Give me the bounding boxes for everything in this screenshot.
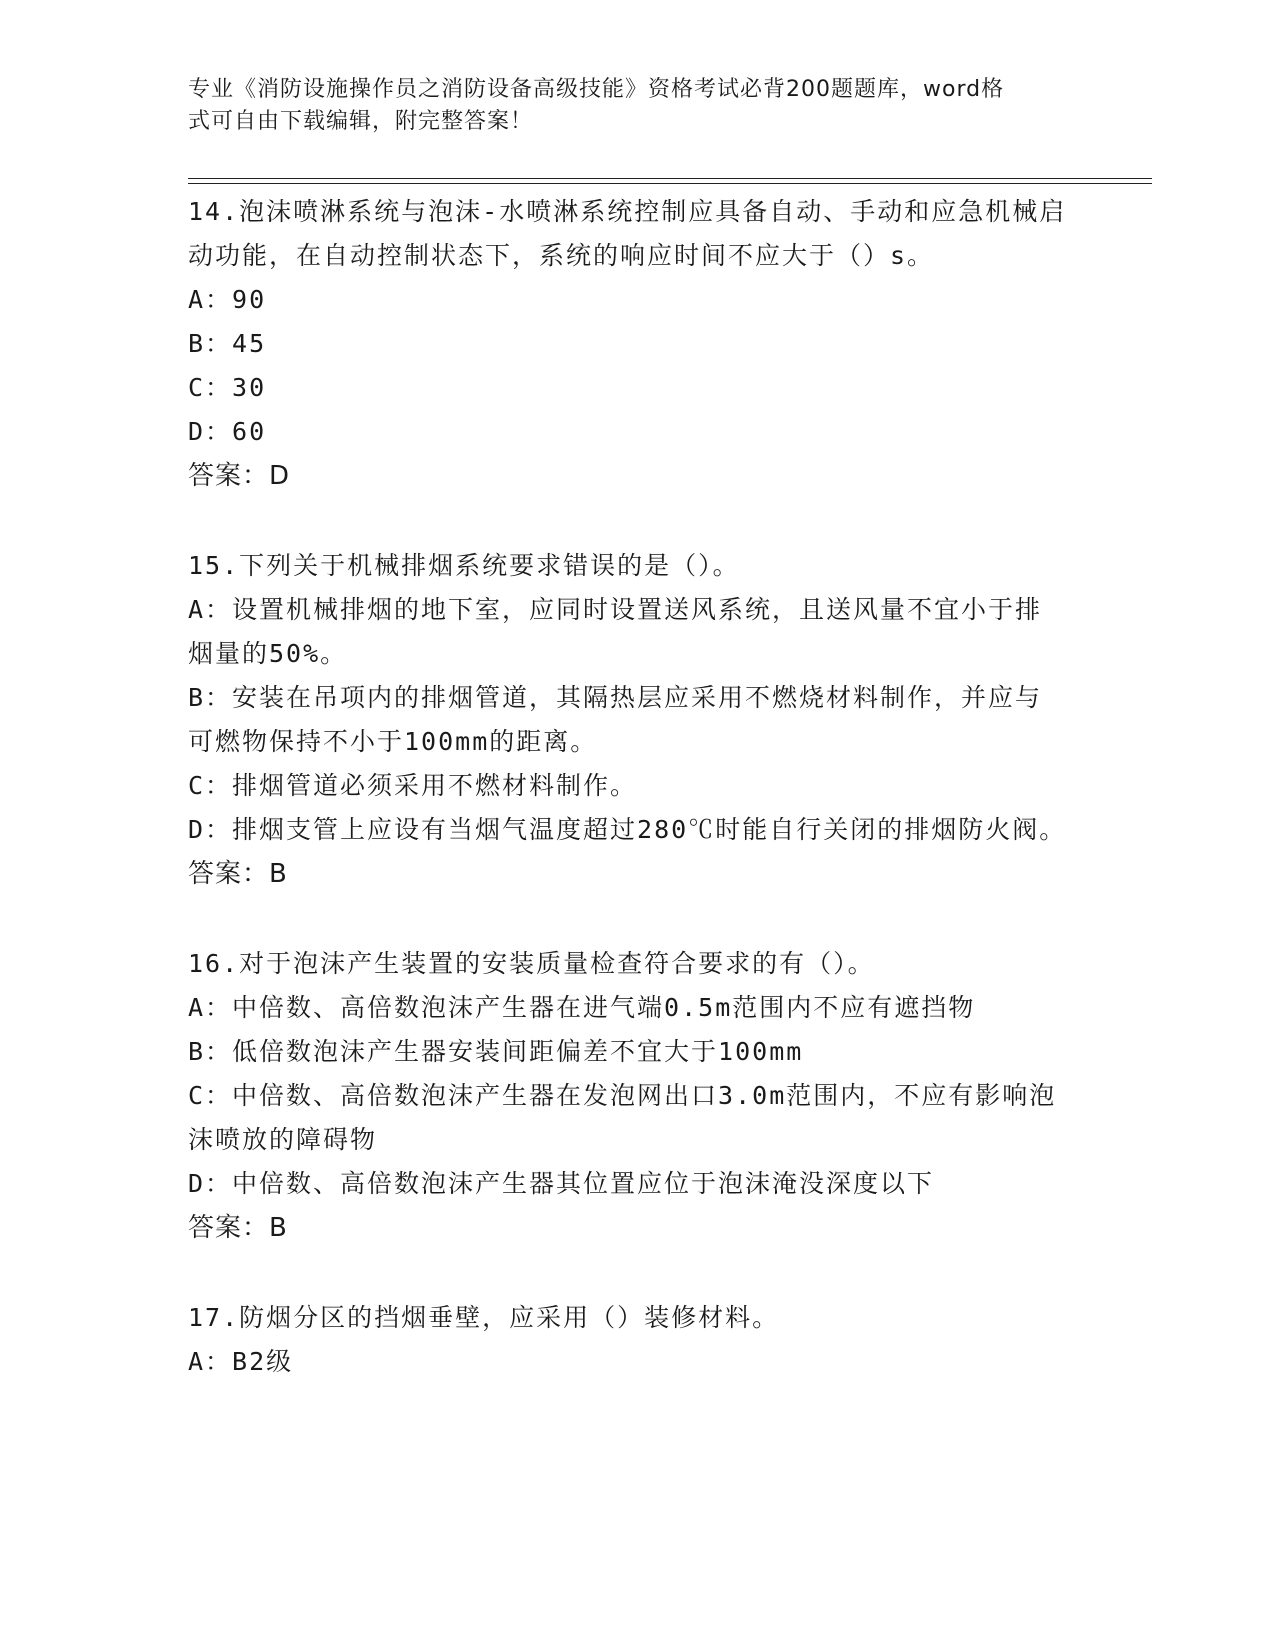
header-divider-top [188, 178, 1152, 179]
option-c: C：30 [188, 373, 267, 402]
option-a: A：中倍数、高倍数泡沫产生器在进气端0.5m范围内不应有遮挡物 [188, 993, 976, 1022]
question-stem: 16.对于泡沫产生装置的安装质量检查符合要求的有（）。 [188, 949, 875, 978]
answer-label: 答案：B [188, 1213, 288, 1243]
question-14 [188, 190, 1068, 498]
question-stem: 14.泡沫喷淋系统与泡沫-水喷淋系统控制应具备自动、手动和应急机械启动功能，在自动控制状态下，系统的响应时间不应大于（）s。 [188, 197, 1067, 270]
answer-label: 答案：D [188, 461, 291, 491]
question-16 [188, 942, 1068, 1250]
option-b: B：45 [188, 329, 267, 358]
question-15 [188, 544, 1068, 896]
option-b: B：安装在吊项内的排烟管道，其隔热层应采用不燃烧材料制作，并应与可燃物保持不小于100mm的距离。 [188, 683, 1043, 756]
question-stem: 15.下列关于机械排烟系统要求错误的是（）。 [188, 551, 740, 580]
header-divider-bottom [188, 183, 1152, 184]
option-c: C：中倍数、高倍数泡沫产生器在发泡网出口3.0m范围内，不应有影响泡沫喷放的障碍物 [188, 1081, 1057, 1154]
header-line-1: 专业《消防设施操作员之消防设备高级技能》资格考试必背200题题库，word格 [188, 77, 1005, 102]
answer-label: 答案：B [188, 859, 288, 889]
option-d: D：排烟支管上应设有当烟气温度超过280℃时能自行关闭的排烟防火阀。 [188, 815, 1067, 844]
option-a: A：B2级 [188, 1347, 294, 1376]
option-a: A：90 [188, 285, 267, 314]
option-c: C：排烟管道必须采用不燃材料制作。 [188, 771, 638, 800]
question-17 [188, 1296, 1068, 1384]
question-list [188, 190, 1068, 1430]
option-a: A：设置机械排烟的地下室，应同时设置送风系统，且送风量不宜小于排烟量的50%。 [188, 595, 1043, 668]
option-d: D：中倍数、高倍数泡沫产生器其位置应位于泡沫淹没深度以下 [188, 1169, 935, 1198]
question-stem: 17.防烟分区的挡烟垂壁，应采用（）装修材料。 [188, 1303, 780, 1332]
option-d: D：60 [188, 417, 267, 446]
document-header [188, 74, 1068, 138]
option-b: B：低倍数泡沫产生器安装间距偏差不宜大于100mm [188, 1037, 804, 1066]
header-line-2: 式可自由下载编辑，附完整答案！ [188, 109, 534, 134]
